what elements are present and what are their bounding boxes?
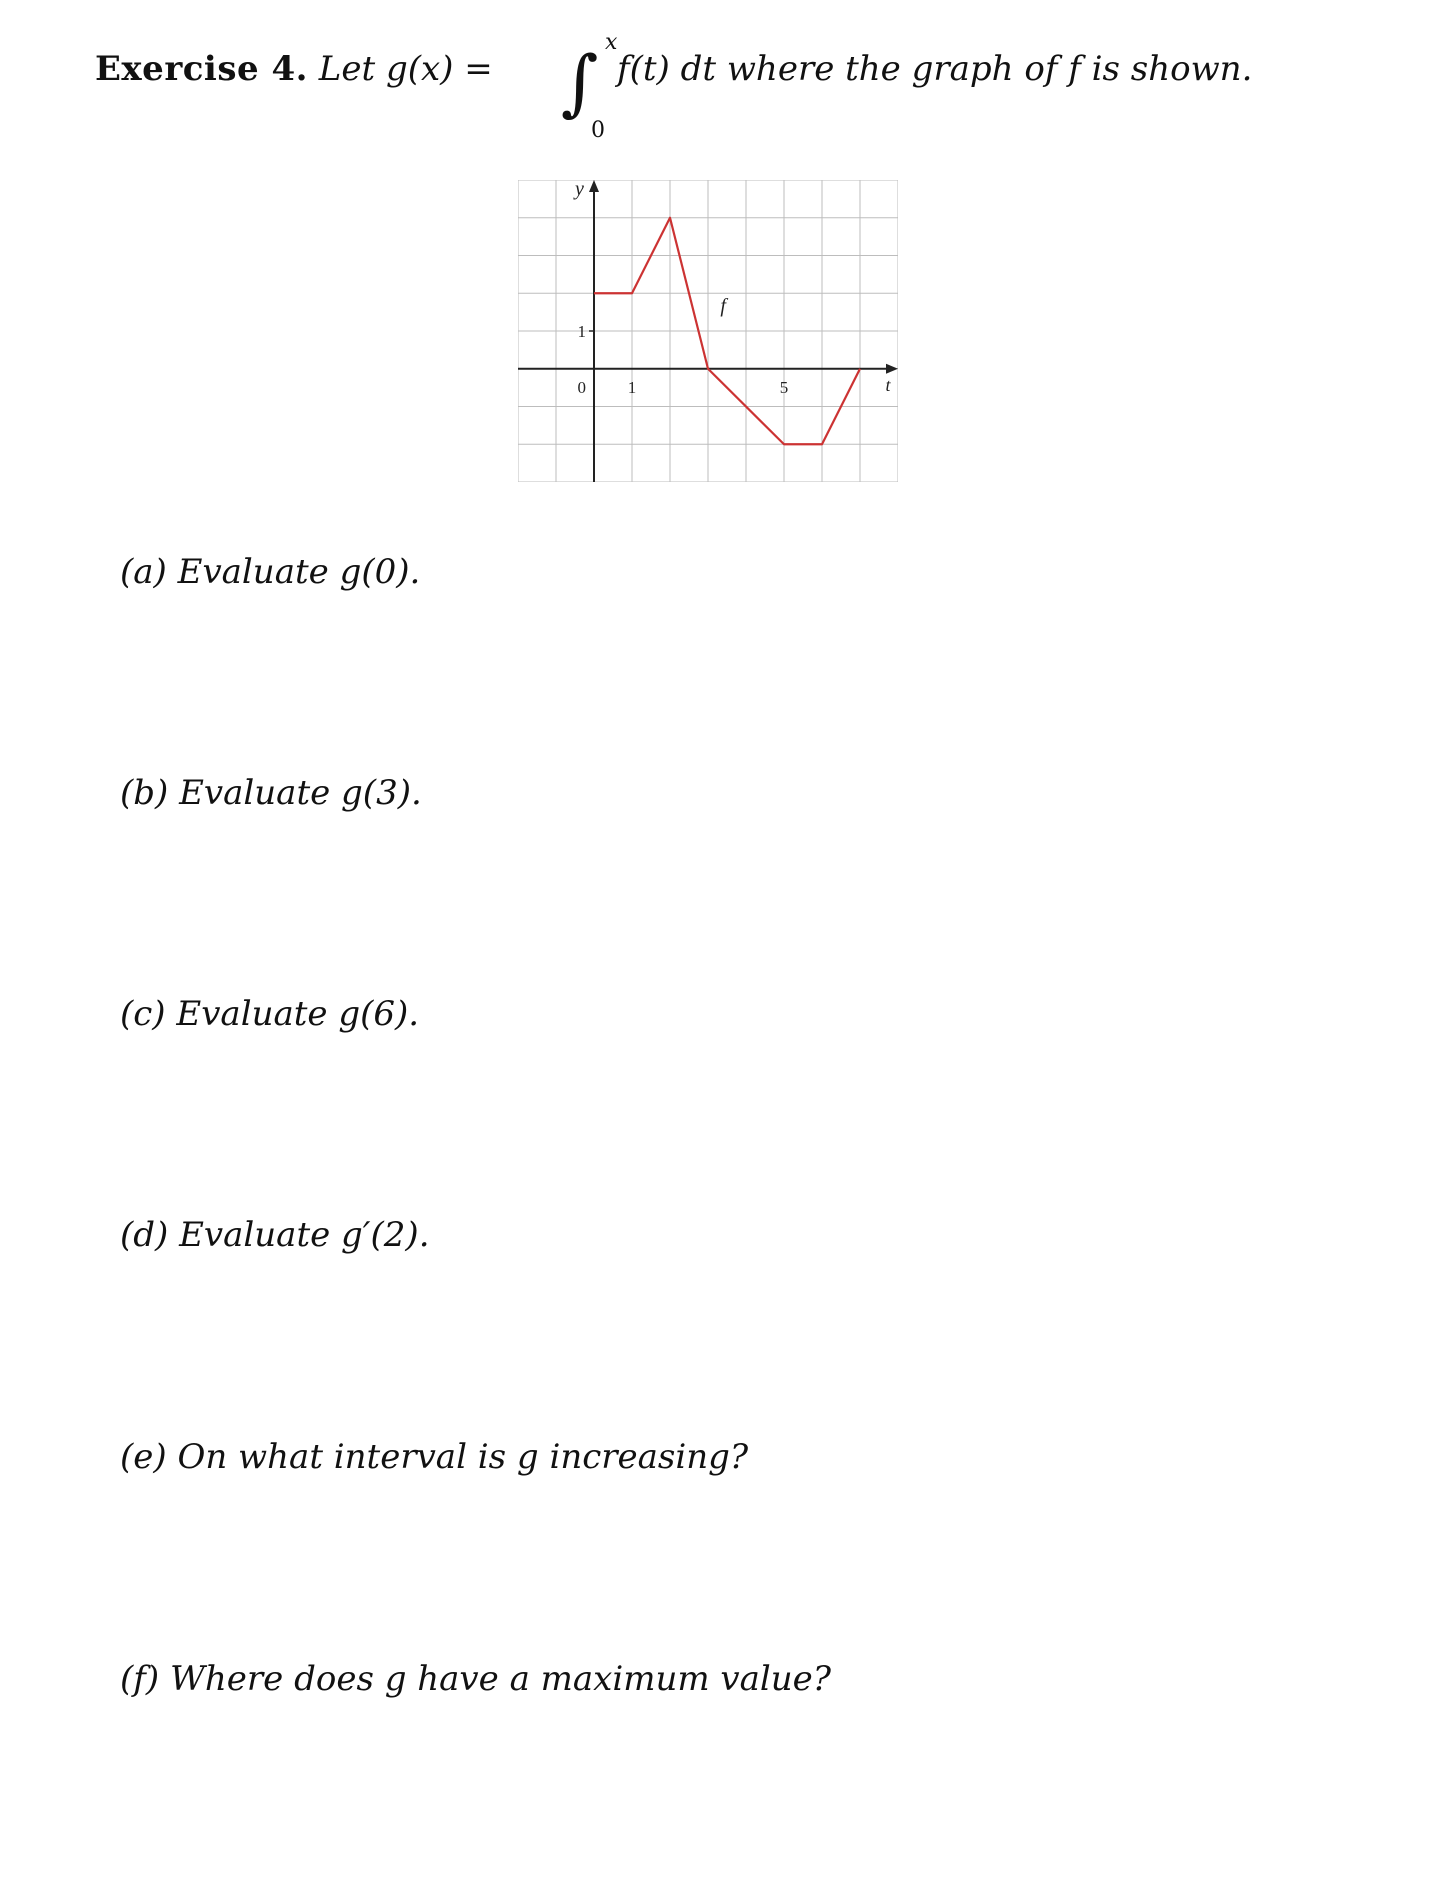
integral-expression [557,30,618,146]
question-b-label: (b) [120,773,169,813]
question-f-label: (f) [120,1659,160,1699]
x-axis-label: t [885,374,891,395]
graph-labels [573,180,891,397]
integral-sign: ∫ [561,40,599,124]
grid [518,180,898,482]
question-a-text: Evaluate [177,552,329,592]
tick-label-y-1: 1 [577,322,586,341]
question-f-text: Where does g have a maximum value? [169,1659,831,1699]
tick-label-origin: 0 [577,377,586,397]
graph-of-f [518,180,898,482]
question-e-label: (e) [120,1437,167,1477]
question-b-text: Evaluate [179,773,331,813]
x-axis-arrow-icon [886,364,898,374]
question-f [120,1659,831,1699]
y-axis-label: y [575,180,584,200]
tick-label-x-1: 1 [627,377,637,397]
exercise-statement [95,30,1395,150]
question-b [120,773,422,813]
question-c [120,994,419,1034]
integrand-text: f(t) dt where the graph of f is shown. [617,49,1253,89]
question-e-text: On what interval is g increasing? [177,1437,749,1477]
question-c-text: Evaluate [176,994,328,1034]
exercise-intro [95,49,493,89]
exercise-label: Exercise 4. [95,49,308,89]
y-axis-arrow-icon [589,180,599,192]
question-e [120,1437,748,1477]
question-c-label: (c) [120,994,166,1034]
question-d-label: (d) [120,1215,169,1255]
tick-label-x-5: 5 [779,377,789,397]
question-b-expr: g(3). [341,773,422,813]
question-d-expr: g′(2). [341,1215,430,1255]
question-a-expr: g(0). [339,552,421,592]
exercise-intro-word: Let [318,49,376,89]
question-d-text: Evaluate [179,1215,331,1255]
question-a-label: (a) [120,552,167,592]
question-d [120,1215,430,1255]
integral-upper-limit: x [605,30,618,55]
integral-lower-limit: 0 [591,118,605,143]
function-lhs: g(x) = [385,49,493,89]
question-a [120,552,420,592]
question-c-expr: g(6). [338,994,420,1034]
curve-label: f [720,295,726,318]
